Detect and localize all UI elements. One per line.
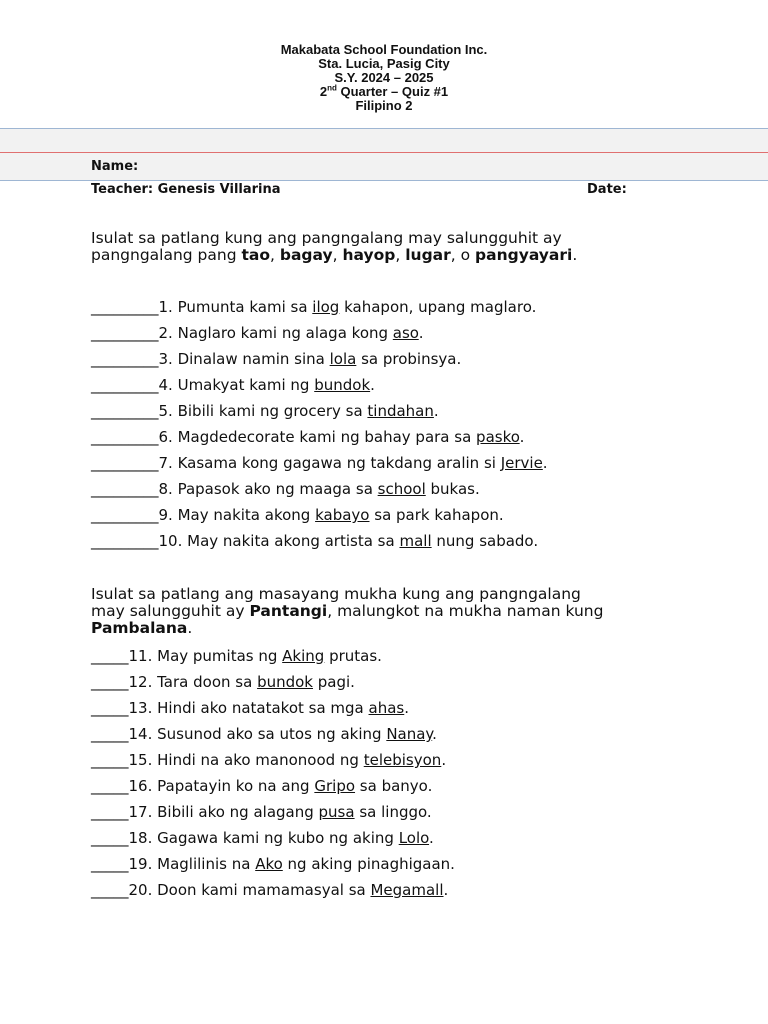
item-number: 17. [128,803,158,821]
item-text: Papasok ako ng maaga sa [177,480,378,498]
quiz-item [91,376,375,394]
quiz-item [91,480,480,498]
quarter-title: 2nd Quarter – Quiz #1 [319,83,449,99]
blank-line: _____ [91,881,129,899]
quiz-item [91,725,437,743]
item-text: Gagawa kami ng kubo ng aking [157,829,399,847]
quiz-item [91,751,446,769]
underlined-noun: Lolo [398,829,430,847]
item-text: Bibili ako ng alagang [157,803,319,821]
item-text-end: sa linggo. [354,803,432,821]
blank-line: _____ [91,855,129,873]
quiz-item [91,647,382,665]
item-number: 4. [158,376,178,394]
teacher-label: Teacher: Genesis Villarina [91,182,281,197]
item-text-end: . [433,402,439,420]
item-text: Papatayin ko na ang [157,777,315,795]
underlined-noun: Jervie [500,454,543,472]
item-text-end: . [404,699,410,717]
quiz-item [91,350,461,368]
blank-line: _____ [91,777,129,795]
quiz-item [91,881,448,899]
item-number: 19. [128,855,158,873]
item-number: 3. [158,350,178,368]
item-text-end: prutas. [324,647,382,665]
item-text-end: sa banyo. [355,777,433,795]
underlined-noun: ilog [312,298,340,316]
quiz-item [91,855,455,873]
item-text-end: . [441,751,447,769]
quiz-item [91,298,536,316]
school-address: Sta. Lucia, Pasig City [318,56,450,71]
blank-line: _____ [91,699,129,717]
quiz-item [91,699,409,717]
underlined-noun: ahas [368,699,405,717]
item-text: Kasama kong gagawa ng takdang aralin si [177,454,501,472]
item-text: Hindi na ako manonood ng [157,751,364,769]
blank-line: _________ [91,532,159,550]
item-text: Umakyat kami ng [177,376,315,394]
underlined-noun: pasko [476,428,520,446]
blank-line: _________ [91,324,159,342]
item-text: Dinalaw namin sina [177,350,330,368]
item-text: Tara doon sa [157,673,258,691]
underlined-noun: school [377,480,426,498]
quiz-item [91,829,434,847]
section2-instructions: Isulat sa patlang ang masayang mukha kung ang pangngalang may salungguhit ay Pantangi, malungkot na mukha naman kung Pambalana. [91,585,604,637]
quiz-item [91,324,424,342]
item-text: Doon kami mamamasyal sa [157,881,371,899]
item-number: 16. [128,777,158,795]
item-number: 8. [158,480,178,498]
item-number: 11. [128,647,158,665]
quiz-item [91,532,538,550]
school-name: Makabata School Foundation Inc. [280,42,488,57]
item-text-end: . [519,428,525,446]
item-text: Susunod ako sa utos ng aking [157,725,387,743]
quiz-item [91,777,432,795]
underlined-noun: Aking [282,647,325,665]
item-text-end: . [370,376,375,394]
item-text-end: . [418,324,424,342]
blank-line: _____ [91,647,129,665]
blank-line: _____ [91,803,129,821]
blank-line: _________ [91,376,159,394]
divider [0,152,768,153]
underlined-noun: tindahan [367,402,434,420]
quiz-item [91,428,524,446]
underlined-noun: kabayo [315,506,370,524]
item-number: 20. [128,881,158,899]
item-number: 13. [128,699,158,717]
item-text-end: ng aking pinaghigaan. [282,855,455,873]
underlined-noun: Nanay [386,725,433,743]
item-number: 7. [158,454,178,472]
item-number: 1. [158,298,178,316]
item-text-end: . [432,725,437,743]
quiz-item [91,506,504,524]
underlined-noun: bundok [257,673,313,691]
section1-instructions: Isulat sa patlang kung ang pangngalang may salungguhit ay pangngalang pang tao, bagay, hayop, lugar, o pangyayari. [91,229,578,264]
name-label: Name: [91,159,139,174]
item-number: 6. [158,428,178,446]
blank-line: _____ [91,751,129,769]
quiz-item [91,803,432,821]
blank-line: _________ [91,428,159,446]
item-number: 14. [128,725,158,743]
underlined-noun: Ako [255,855,283,873]
blank-line: _____ [91,829,129,847]
quiz-item [91,673,355,691]
item-number: 12. [128,673,158,691]
quiz-item [91,402,439,420]
underlined-noun: Megamall [370,881,444,899]
subject-title: Filipino 2 [355,98,413,113]
underlined-noun: Gripo [314,777,356,795]
item-text: Hindi ako natatakot sa mga [157,699,369,717]
item-text: Naglaro kami ng alaga kong [177,324,393,342]
item-text-end: . [443,881,449,899]
underlined-noun: aso [392,324,419,342]
blank-line: _________ [91,350,159,368]
underlined-noun: telebisyon [363,751,442,769]
blank-line: _____ [91,673,129,691]
item-text-end: sa park kahapon. [369,506,504,524]
item-text-end: . [542,454,548,472]
blank-line: _________ [91,480,159,498]
item-text: Pumunta kami sa [177,298,313,316]
blank-line: _________ [91,454,159,472]
item-text-end: bukas. [425,480,480,498]
item-text: Maglilinis na [157,855,256,873]
item-number: 9. [158,506,178,524]
item-text-end: pagi. [312,673,355,691]
item-number: 2. [158,324,178,342]
item-text: Magdedecorate kami ng bahay para sa [177,428,477,446]
item-number: 5. [158,402,178,420]
item-text: May pumitas ng [157,647,283,665]
date-label: Date: [587,182,627,197]
quiz-item [91,454,548,472]
item-text: May nakita akong [177,506,316,524]
item-number: 15. [128,751,158,769]
item-text-end: sa probinsya. [356,350,462,368]
item-text-end: kahapon, upang maglaro. [339,298,537,316]
school-year: S.Y. 2024 – 2025 [334,70,434,85]
underlined-noun: mall [399,532,432,550]
underlined-noun: pusa [318,803,355,821]
blank-line: _________ [91,298,159,316]
blank-line: _____ [91,725,129,743]
item-number: 10. [158,532,188,550]
item-text: Bibili kami ng grocery sa [177,402,368,420]
item-number: 18. [128,829,158,847]
underlined-noun: lola [329,350,357,368]
item-text: May nakita akong artista sa [187,532,400,550]
blank-line: _________ [91,402,159,420]
item-text-end: nung sabado. [431,532,539,550]
blank-line: _________ [91,506,159,524]
underlined-noun: bundok [314,376,371,394]
item-text-end: . [429,829,434,847]
